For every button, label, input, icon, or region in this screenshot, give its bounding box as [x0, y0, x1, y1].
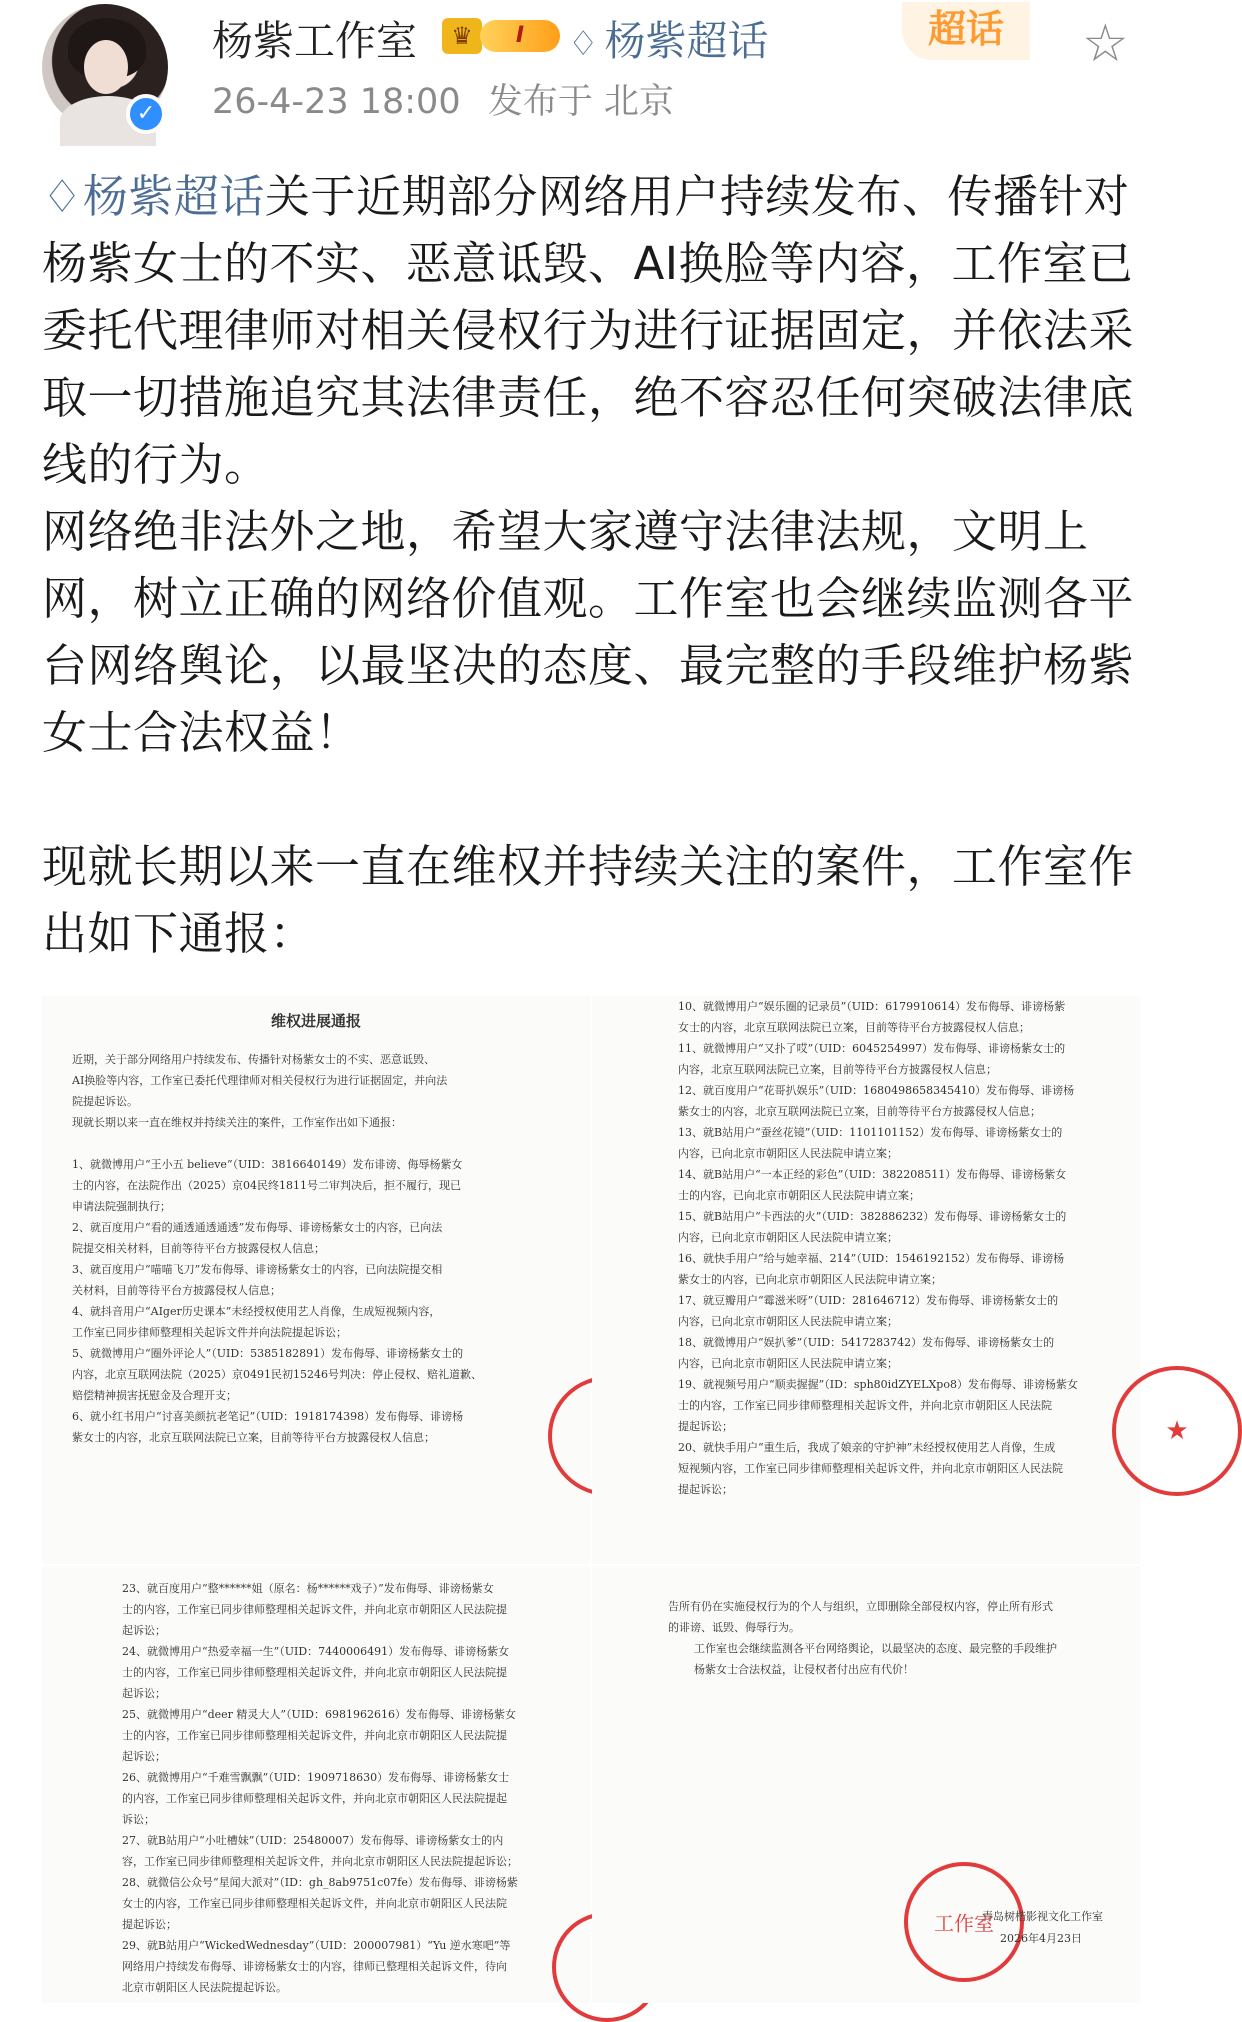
- seal-text: 工作室: [934, 1911, 994, 1936]
- post-image-3[interactable]: [42, 1566, 590, 2003]
- doc-line: 近期，关于部分网络用户持续发布、传播针对杨紫女士的不实、恶意诋毁、: [72, 1053, 435, 1066]
- doc-line: 杨紫女士合法权益，让侵权者付出应有代价！: [694, 1663, 914, 1676]
- doc-line: 提起诉讼；: [678, 1420, 733, 1433]
- doc-line: 10、就微博用户“娱乐圈的记录员”（UID：6179910614）发布侮辱、诽谤杨紫: [678, 1000, 1066, 1013]
- doc-line: 士的内容，在法院作出（2025）京04民终1811号二审判决后，拒不履行，现已: [72, 1179, 461, 1192]
- doc-lines: [668, 1596, 1104, 1680]
- doc-line: 申请法院强制执行；: [72, 1200, 171, 1213]
- doc-line: 29、就B站用户“WickedWednesday”（UID：200007981）“Yu 逆水寒吧”等: [122, 1939, 511, 1952]
- post-meta: [212, 74, 690, 124]
- signature: 青岛树楷影视文化工作室: [982, 1910, 1103, 1923]
- doc-line: 短视频内容，工作室已同步律师整理相关起诉文件，并向北京市朝阳区人民法院: [678, 1462, 1063, 1475]
- doc-line: 士的内容，工作室已同步律师整理相关起诉文件，并向北京市朝阳区人民法院: [678, 1399, 1052, 1412]
- doc-title: 维权进展通报: [270, 1012, 361, 1030]
- diamond-icon: ♢: [568, 24, 599, 64]
- doc-line: 13、就B站用户“蚕丝花镜”（UID：1101101152）发布侮辱、诽谤杨紫女士的: [678, 1126, 1063, 1139]
- doc-line: 赔偿精神损害抚慰金及合理开支；: [72, 1389, 237, 1402]
- doc-line: 现就长期以来一直在维权并持续关注的案件，工作室作出如下通报：: [72, 1116, 402, 1129]
- doc-line: 25、就微博用户“deer 精灵大人”（UID：6981962616）发布侮辱、诽谤杨紫女: [122, 1708, 516, 1721]
- doc-line: 5、就微博用户“圈外评论人”（UID：5385182891）发布侮辱、诽谤杨紫女士的: [72, 1347, 464, 1360]
- paragraph-1: [42, 163, 1137, 498]
- doc-line: 27、就B站用户“小吐槽妹”（UID：25480007）发布侮辱、诽谤杨紫女士的内: [122, 1834, 504, 1847]
- signature-date: 2026年4月23日: [1000, 1932, 1082, 1945]
- doc-line: 起诉讼；: [122, 1750, 166, 1763]
- doc-line: 士的内容，工作室已同步律师整理相关起诉文件，并向北京市朝阳区人民法院提: [122, 1729, 507, 1742]
- doc-line: 4、就抖音用户“AIger历史课本”未经授权使用艺人肖像，生成短视频内容，: [72, 1305, 441, 1318]
- doc-line: 的内容，工作室已同步律师整理相关起诉文件，并向北京市朝阳区人民法院提起: [122, 1792, 507, 1805]
- doc-line: 工作室也会继续监测各平台网络舆论，以最坚决的态度、最完整的手段维护: [694, 1642, 1057, 1655]
- doc-line: AI换脸等内容，工作室已委托代理律师对相关侵权行为进行证据固定，并向法: [72, 1074, 448, 1087]
- topic-tag-label: 杨紫超话: [82, 170, 265, 223]
- doc-line: 关材料，目前等待平台方披露侵权人信息；: [72, 1284, 281, 1297]
- username[interactable]: 杨紫工作室: [212, 17, 417, 65]
- verified-icon: ✓: [126, 94, 166, 134]
- doc-line: 的诽谤、诋毁、侮辱行为。: [668, 1621, 800, 1634]
- doc-line: 26、就微博用户“千难雪飘飘”（UID：1909718630）发布侮辱、诽谤杨紫女士: [122, 1771, 510, 1784]
- chaohua-badge[interactable]: 超话: [902, 2, 1030, 60]
- doc-line: 11、就微博用户“又扑了哎”（UID：6045254997）发布侮辱、诽谤杨紫女士的: [678, 1042, 1066, 1055]
- paragraph-3: 现就长期以来一直在维权并持续关注的案件，工作室作出如下通报：: [42, 840, 1135, 960]
- doc-line: 6、就小红书用户“讨喜美颜抗老笔记”（UID：1918174398）发布侮辱、诽谤杨: [72, 1410, 464, 1423]
- doc-line: 2、就百度用户“看的通透通透通透”发布侮辱、诽谤杨紫女士的内容，已向法: [72, 1221, 443, 1234]
- doc-line: 16、就快手用户“给与她幸福、214”（UID：1546192152）发布侮辱、诽谤杨: [678, 1252, 1065, 1265]
- doc-line: 院提交相关材料，目前等待平台方披露侵权人信息；: [72, 1242, 325, 1255]
- paragraph-1-text: 关于近期部分网络用户持续发布、传播针对杨紫女士的不实、恶意诋毁、AI换脸等内容，工作室已委托代理律师对相关侵权行为进行证据固定，并依法采取一切措施追究其法律责任，绝不容忍任何突破法律底线的行为。: [42, 170, 1135, 491]
- doc-line: 告所有仍在实施侵权行为的个人与组织，立即删除全部侵权内容，停止所有形式: [668, 1600, 1053, 1613]
- doc-line: 院提起诉讼。: [72, 1095, 138, 1108]
- doc-line: 紫女士的内容，北京互联网法院已立案，目前等待平台方披露侵权人信息；: [72, 1431, 435, 1444]
- diamond-icon: ♢: [42, 170, 83, 223]
- topic-link[interactable]: [568, 8, 768, 67]
- doc-lines: [678, 996, 1080, 1500]
- paragraph-2: 网络绝非法外之地，希望大家遵守法律法规，文明上网，树立正确的网络价值观。工作室也会继续监测各平台网络舆论，以最坚决的态度、最完整的手段维护杨紫女士合法权益！: [42, 505, 1135, 759]
- post-image-4[interactable]: [592, 1566, 1140, 2003]
- red-seal: ★: [1112, 1366, 1242, 1496]
- doc-line: 18、就微博用户“娱扒爹”（UID：5417283742）发布侮辱、诽谤杨紫女士的: [678, 1336, 1055, 1349]
- doc-line: 诉讼；: [122, 1813, 155, 1826]
- doc-line: 12、就百度用户“花哥扒娱乐”（UID：1680498658345410）发布侮辱、诽谤杨: [678, 1084, 1075, 1097]
- spacer: [42, 766, 1137, 833]
- doc-line: 1、就微博用户“王小五 believe”（UID：3816640149）发布诽谤、侮辱杨紫女: [72, 1158, 463, 1171]
- doc-line: 北京市朝阳区人民法院提起诉讼。: [122, 1981, 287, 1994]
- doc-line: 内容，北京互联网法院已立案，目前等待平台方披露侵权人信息；: [678, 1063, 997, 1076]
- doc-line: 容，工作室已同步律师整理相关起诉文件，并向北京市朝阳区人民法院提起诉讼；: [122, 1855, 518, 1868]
- avatar-face: [84, 40, 128, 94]
- doc-line: 14、就B站用户“一本正经的彩色”（UID：382208511）发布侮辱、诽谤杨紫女: [678, 1168, 1067, 1181]
- crown-icon[interactable]: ♛: [442, 18, 482, 54]
- post-body: [42, 163, 1137, 967]
- doc-line: 23、就百度用户“整******姐（原名：杨******戏子）”发布侮辱、诽谤杨紫女: [122, 1582, 494, 1595]
- doc-line: 15、就B站用户“卡西法的火”（UID：382886232）发布侮辱、诽谤杨紫女士的: [678, 1210, 1067, 1223]
- doc-line: 士的内容，工作室已同步律师整理相关起诉文件，并向北京市朝阳区人民法院提: [122, 1603, 507, 1616]
- post-image-1[interactable]: [42, 996, 590, 1564]
- doc-line: 女士的内容，工作室已同步律师整理相关起诉文件，并向北京市朝阳区人民法院: [122, 1897, 507, 1910]
- doc-line: 内容，已向北京市朝阳区人民法院申请立案；: [678, 1231, 898, 1244]
- doc-line: 起诉讼；: [122, 1624, 166, 1637]
- topic-link-label: 杨紫超话: [604, 17, 769, 65]
- published-from: 发布于 北京: [487, 82, 674, 122]
- doc-line: 内容，已向北京市朝阳区人民法院申请立案；: [678, 1315, 898, 1328]
- doc-line: 提起诉讼；: [678, 1483, 733, 1496]
- doc-line: 起诉讼；: [122, 1687, 166, 1700]
- doc-line: 20、就快手用户“重生后，我成了娘亲的守护神”未经授权使用艺人肖像，生成: [678, 1441, 1056, 1454]
- doc-line: 24、就微博用户“热爱幸福一生”（UID：7440006491）发布侮辱、诽谤杨紫女: [122, 1645, 510, 1658]
- doc-line: 19、就视频号用户“顺卖握握”（ID：sph80idZYELXpo8）发布侮辱、诽谤杨紫女: [678, 1378, 1078, 1391]
- doc-line: 内容，已向北京市朝阳区人民法院申请立案；: [678, 1357, 898, 1370]
- doc-line: 内容，北京互联网法院（2025）京0491民初15246号判决：停止侵权、赔礼道歉、: [72, 1368, 482, 1381]
- doc-line: 紫女士的内容，已向北京市朝阳区人民法院申请立案；: [678, 1273, 942, 1286]
- doc-line: 3、就百度用户“喵喵飞刀”发布侮辱、诽谤杨紫女士的内容，已向法院提交相: [72, 1263, 443, 1276]
- doc-line: 女士的内容，北京互联网法院已立案，目前等待平台方披露侵权人信息；: [678, 1021, 1030, 1034]
- timestamp: 26-4-23 18:00: [212, 82, 461, 122]
- star-icon[interactable]: ☆: [1082, 14, 1129, 74]
- doc-line: 士的内容，已向北京市朝阳区人民法院申请立案；: [678, 1189, 920, 1202]
- doc-line: 内容，已向北京市朝阳区人民法院申请立案；: [678, 1147, 898, 1160]
- post-image-2[interactable]: [592, 996, 1189, 1564]
- doc-line: 士的内容，工作室已同步律师整理相关起诉文件，并向北京市朝阳区人民法院提: [122, 1666, 507, 1679]
- doc-lines: [122, 1578, 560, 1998]
- doc-line: [72, 1133, 560, 1154]
- doc-line: 提起诉讼；: [122, 1918, 177, 1931]
- doc-line: 17、就豆瓣用户“霉滋米呀”（UID：281646712）发布侮辱、诽谤杨紫女士的: [678, 1294, 1059, 1307]
- doc-line: 网络用户持续发布侮辱、诽谤杨紫女士的内容，律师已整理相关起诉文件，待向: [122, 1960, 507, 1973]
- doc-line: 工作室已同步律师整理相关起诉文件并向法院提起诉讼；: [72, 1326, 347, 1339]
- topic-tag[interactable]: [42, 170, 265, 223]
- doc-lines: [72, 1049, 560, 1448]
- doc-line: 紫女士的内容，北京互联网法院已立案，目前等待平台方披露侵权人信息；: [678, 1105, 1041, 1118]
- fan-level-badge[interactable]: I: [480, 20, 560, 52]
- doc-line: 28、就微信公众号“星闻大派对”（ID：gh_8ab9751c07fe）发布侮辱、诽谤杨紫: [122, 1876, 518, 1889]
